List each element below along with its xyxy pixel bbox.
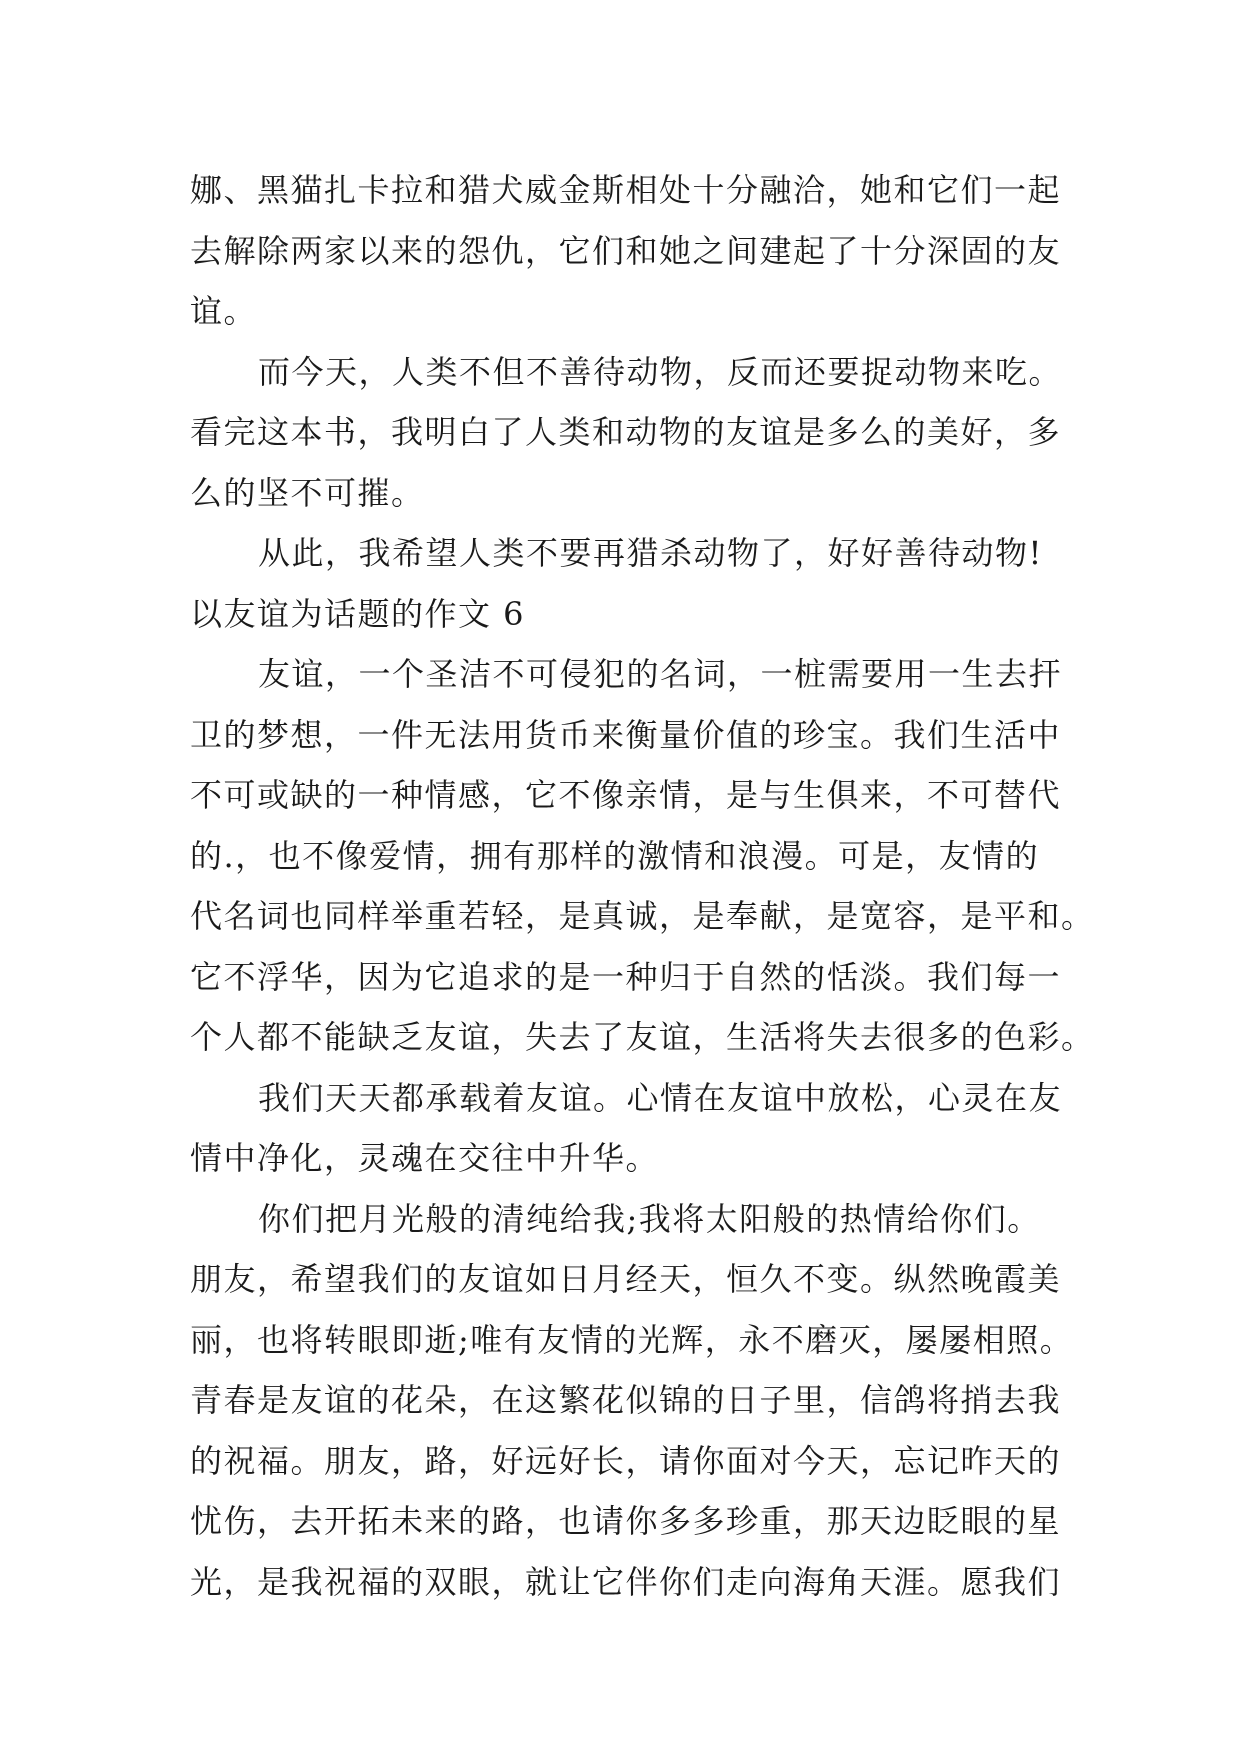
text-line: 从此，我希望人类不要再猎杀动物了，好好善待动物! [258, 534, 1043, 572]
text-line: 它不浮华，因为它追求的是一种归于自然的恬淡。我们每一 [190, 957, 1062, 996]
text-line: 不可或缺的一种情感，它不像亲情，是与生俱来，不可替代 [190, 776, 1062, 814]
text-line: 你们把月光般的清纯给我;我将太阳般的热情给你们。 [258, 1199, 1041, 1238]
text-line: 的.，也不像爱情，拥有那样的激情和浪漫。可是，友情的 [190, 836, 1040, 875]
text-line: 谊。 [190, 292, 258, 330]
text-line: 丽，也将转眼即逝;唯有友情的光辉，永不磨灭，屡屡相照。 [190, 1320, 1074, 1359]
text-line: 看完这本书，我明白了人类和动物的友谊是多么的美好，多 [190, 413, 1062, 451]
text-line: 去解除两家以来的怨仇，它们和她之间建起了十分深固的友 [190, 231, 1062, 270]
text-line: 么的坚不可摧。 [190, 473, 425, 512]
text-line: 个人都不能缺乏友谊，失去了友谊，生活将失去很多的色彩。 [190, 1018, 1095, 1056]
section-heading: 以友谊为话题的作文 6 [190, 594, 526, 633]
text-line: 光，是我祝福的双眼，就让它伴你们走向海角天涯。愿我们 [190, 1562, 1062, 1601]
text-line: 卫的梦想，一件无法用货币来衡量价值的珍宝。我们生活中 [190, 715, 1062, 754]
text-line: 而今天，人类不但不善待动物，反而还要捉动物来吃。 [258, 352, 1063, 391]
text-line: 娜、黑猫扎卡拉和猎犬威金斯相处十分融洽，她和它们一起 [190, 171, 1062, 209]
text-line: 青春是友谊的花朵，在这繁花似锦的日子里，信鸽将捎去我 [190, 1381, 1062, 1419]
text-line: 我们天天都承载着友谊。心情在友谊中放松，心灵在友 [258, 1078, 1063, 1117]
text-line: 朋友，希望我们的友谊如日月经天，恒久不变。纵然晚霞美 [190, 1260, 1062, 1298]
body-text [190, 160, 1095, 1612]
text-line: 情中净化，灵魂在交往中升华。 [190, 1139, 660, 1177]
text-line: 忧伤，去开拓未来的路，也请你多多珍重，那天边眨眼的星 [190, 1502, 1062, 1540]
text-line: 代名词也同样举重若轻，是真诚，是奉献，是宽容，是平和。 [190, 897, 1095, 935]
text-line: 的祝福。朋友，路，好远好长，请你面对今天，忘记昨天的 [190, 1441, 1062, 1480]
text-line: 友谊，一个圣洁不可侵犯的名词，一桩需要用一生去扞 [258, 655, 1063, 693]
